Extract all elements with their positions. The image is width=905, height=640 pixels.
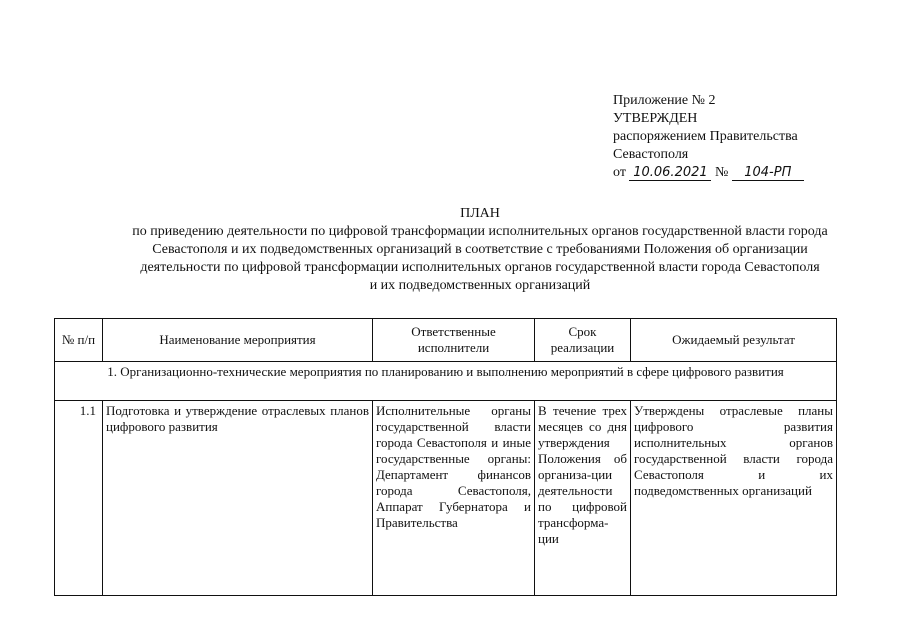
title-line-4: и их подведомственных организаций [369, 278, 591, 293]
table-header-row [55, 319, 837, 362]
header-num: № п/п [55, 319, 103, 362]
row-term: В течение трех месяцев со дня утверждения Положения об организа-ции деятельности по цифровой трансформа-ции [535, 401, 631, 596]
approval-date: 10.06.2021 [629, 165, 711, 181]
appendix-label: Приложение № 2 [613, 93, 716, 108]
header-responsible: Ответственные исполнители [373, 319, 535, 362]
approved-by-city: Севастополя [613, 147, 689, 162]
section-title: 1. Организационно-технические мероприятия по планированию и выполнению мероприятий в сфере цифрового развития [55, 362, 837, 401]
plan-table [54, 318, 837, 596]
title-line-3: деятельности по цифровой трансформации исполнительных органов государственной власти города Севастополя [140, 260, 820, 275]
approved-label: УТВЕРЖДЕН [613, 111, 698, 126]
row-responsible: Исполнительные органы государственной власти города Севастополя и иные государственные органы: Департамент финансов города Севастополя, Аппарат Губернатора и Правительства [373, 401, 535, 596]
title-line-2: Севастополя и их подведомственных организаций в соответствие с требованиями Положения об организации [152, 242, 808, 257]
section-row [55, 362, 837, 401]
title-heading: ПЛАН [460, 206, 500, 221]
title-line-1: по приведению деятельности по цифровой трансформации исполнительных органов государственной власти города [132, 224, 828, 239]
date-prefix: от [613, 165, 626, 180]
approval-date-line [613, 164, 804, 182]
approved-by-label: распоряжением Правительства [613, 129, 798, 144]
document-title [100, 205, 860, 295]
approval-number: 104-РП [732, 165, 804, 181]
row-result: Утверждены отраслевые планы цифрового развития исполнительных органов государственной власти города Севастополя и их подведомственных организаций [631, 401, 837, 596]
header-result: Ожидаемый результат [631, 319, 837, 362]
number-sign: № [714, 165, 729, 180]
row-name: Подготовка и утверждение отраслевых планов цифрового развития [103, 401, 373, 596]
header-name: Наименование мероприятия [103, 319, 373, 362]
table-row [55, 401, 837, 596]
row-num: 1.1 [55, 401, 103, 596]
approval-stamp [613, 92, 804, 182]
header-term: Срок реализации [535, 319, 631, 362]
